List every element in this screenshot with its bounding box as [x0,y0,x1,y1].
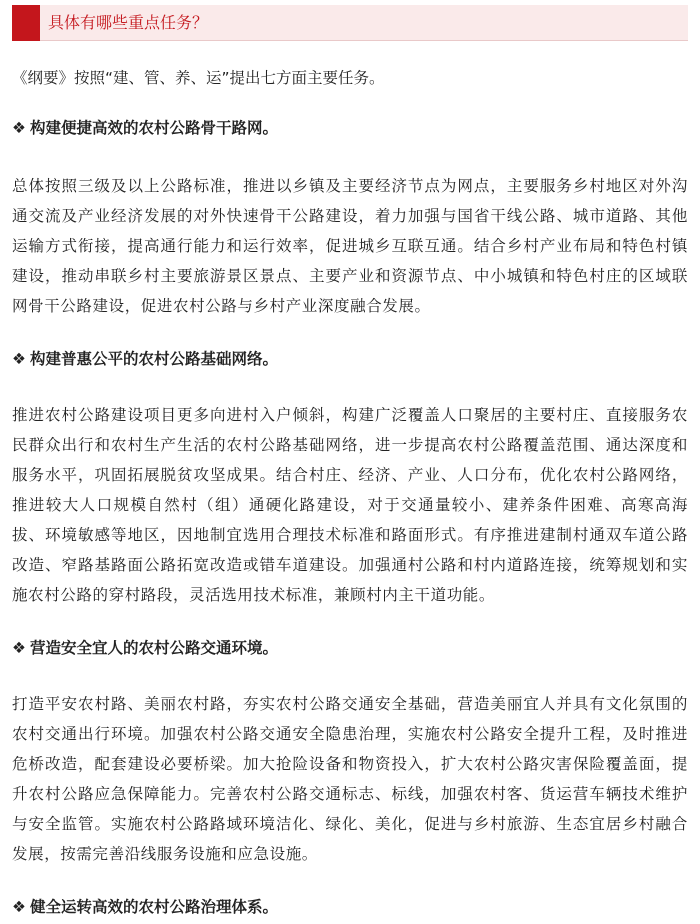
diamond-bullet-icon: ❖ [12,639,26,657]
section-heading-text: 构建普惠公平的农村公路基础网络。 [30,350,279,368]
section-heading-traffic-environment [12,633,688,663]
section-body-traffic-environment: 打造平安农村路、美丽农村路，夯实农村公路交通安全基础，营造美丽宜人并具有文化氛围的农村交通出行环境。加强农村公路交通安全隐患治理，实施农村公路安全提升工程，及时推进危桥改造，配套建设必要桥梁。加大抢险设备和物资投入，扩大农村公路灾害保险覆盖面，提升农村公路应急保障能力。完善农村公路交通标志、标线，加强农村客、货运营车辆技术维护与安全监管。实施农村公路路域环境洁化、绿化、美化，促进与乡村旅游、生态宜居乡村融合发展，按需完善沿线服务设施和应急设施。 [12,695,688,863]
header-accent-marker [12,5,40,41]
section-heading-text: 营造安全宜人的农村公路交通环境。 [30,639,279,657]
section-heading-text: 构建便捷高效的农村公路骨干路网。 [30,119,279,137]
diamond-bullet-icon: ❖ [12,350,26,368]
section-heading-backbone-network [12,113,688,143]
section-body-basic-network: 推进农村公路建设项目更多向进村入户倾斜，构建广泛覆盖人口聚居的主要村庄、直接服务农民群众出行和农村生产生活的农村公路基础网络，进一步提高农村公路覆盖范围、通达深度和服务水平，巩固拓展脱贫攻坚成果。结合村庄、经济、产业、人口分布，优化农村公路网络，推进较大人口规模自然村（组）通硬化路建设，对于交通量较小、建养条件困难、高寒高海拔、环境敏感等地区，因地制宜选用合理技术标准和路面形式。有序推进建制村通双车道公路改造、窄路基路面公路拓宽改造或错车道建设。加强通村公路和村内道路连接，统筹规划和实施农村公路的穿村路段，灵活选用技术标准，兼顾村内主干道功能。 [12,406,688,604]
section-header [12,5,688,41]
diamond-bullet-icon: ❖ [12,119,26,137]
header-title: 具体有哪些重点任务？ [48,13,209,32]
intro-paragraph: 《纲要》按照“建、管、养、运”提出七方面主要任务。 [12,69,385,87]
section-body-backbone-network: 总体按照三级及以上公路标准，推进以乡镇及主要经济节点为网点，主要服务乡村地区对外沟通交流及产业经济发展的对外快速骨干公路建设，着力加强与国省干线公路、城市道路、其他运输方式衔接，提高通行能力和运行效率，促进城乡互联互通。结合乡村产业布局和特色村镇建设，推动串联乡村主要旅游景区景点、主要产业和资源节点、中小城镇和特色村庄的区域联网骨干公路建设，促进农村公路与乡村产业深度融合发展。 [12,177,688,315]
article-content [12,63,688,922]
diamond-bullet-icon: ❖ [12,898,26,916]
section-heading-governance-system [12,892,688,922]
section-heading-text: 健全运转高效的农村公路治理体系。 [30,898,279,916]
section-heading-basic-network [12,344,688,374]
